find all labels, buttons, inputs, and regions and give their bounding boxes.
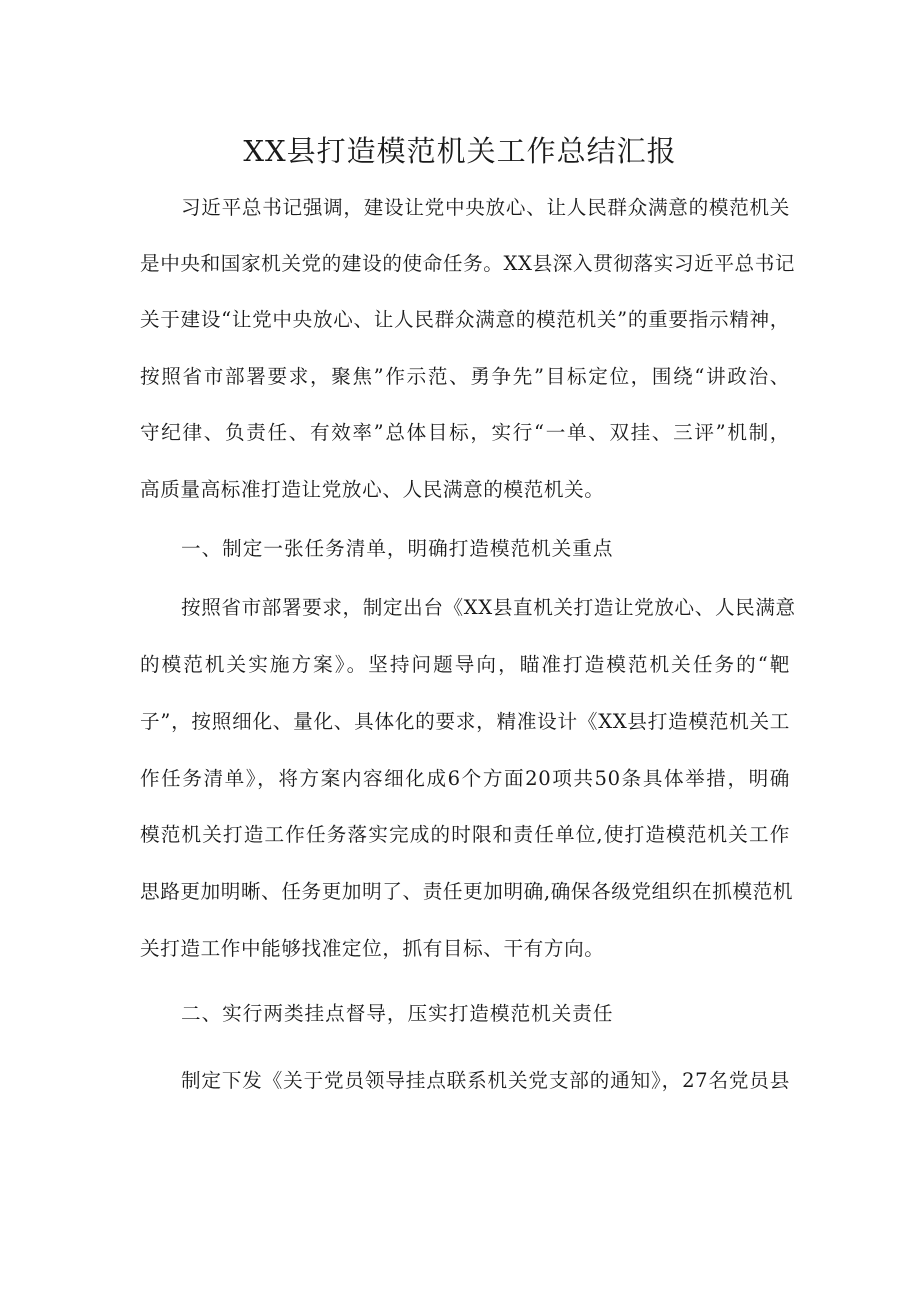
paragraph-2-line-4: 作任务清单》，将方案内容细化成6个方面20项共50条具体举措，明确: [140, 767, 790, 790]
paragraph-3-line-1: 制定下发《关于党员领导挂点联系机关党支部的通知》，27名党员县: [181, 1069, 790, 1092]
paragraph-2-line-5: 模范机关打造工作任务落实完成的时限和责任单位,使打造模范机关工作: [140, 823, 790, 846]
paragraph-1-line-6: 高质量高标准打造让党放心、人民满意的模范机关。: [140, 478, 605, 501]
paragraph-1-line-4: 按照省市部署要求，聚焦”作示范、勇争先”目标定位，围绕“讲政治、: [140, 365, 790, 388]
paragraph-1-line-2: 是中央和国家机关党的建设的使命任务。XX县深入贯彻落实习近平总书记: [140, 252, 796, 275]
paragraph-2-line-2: 的模范机关实施方案》。坚持问题导向，瞄准打造模范机关任务的“靶: [140, 653, 790, 676]
paragraph-2-line-6: 思路更加明晰、任务更加明了、责任更加明确,确保各级党组织在抓模范机: [140, 880, 794, 903]
paragraph-1-line-5: 守纪律、负责任、有效率”总体目标，实行“一单、双挂、三评”机制，: [140, 421, 790, 444]
paragraph-1-line-1: 习近平总书记强调，建设让党中央放心、让人民群众满意的模范机关: [181, 196, 790, 219]
paragraph-1-line-3: 关于建设“让党中央放心、让人民群众满意的模范机关”的重要指示精神，: [140, 308, 790, 331]
document-title: XX县打造模范机关工作总结汇报: [243, 134, 677, 168]
section-heading-1: 一、制定一张任务清单，明确打造模范机关重点: [181, 537, 614, 560]
section-heading-2: 二、实行两类挂点督导，压实打造模范机关责任: [181, 1002, 614, 1025]
paragraph-2-line-3: 子”，按照细化、量化、具体化的要求，精准设计《XX县打造模范机关工: [140, 710, 790, 733]
paragraph-2-line-7: 关打造工作中能够找准定位，抓有目标、干有方向。: [140, 937, 605, 960]
paragraph-2-line-1: 按照省市部署要求，制定出台《XX县直机关打造让党放心、人民满意: [181, 596, 796, 619]
